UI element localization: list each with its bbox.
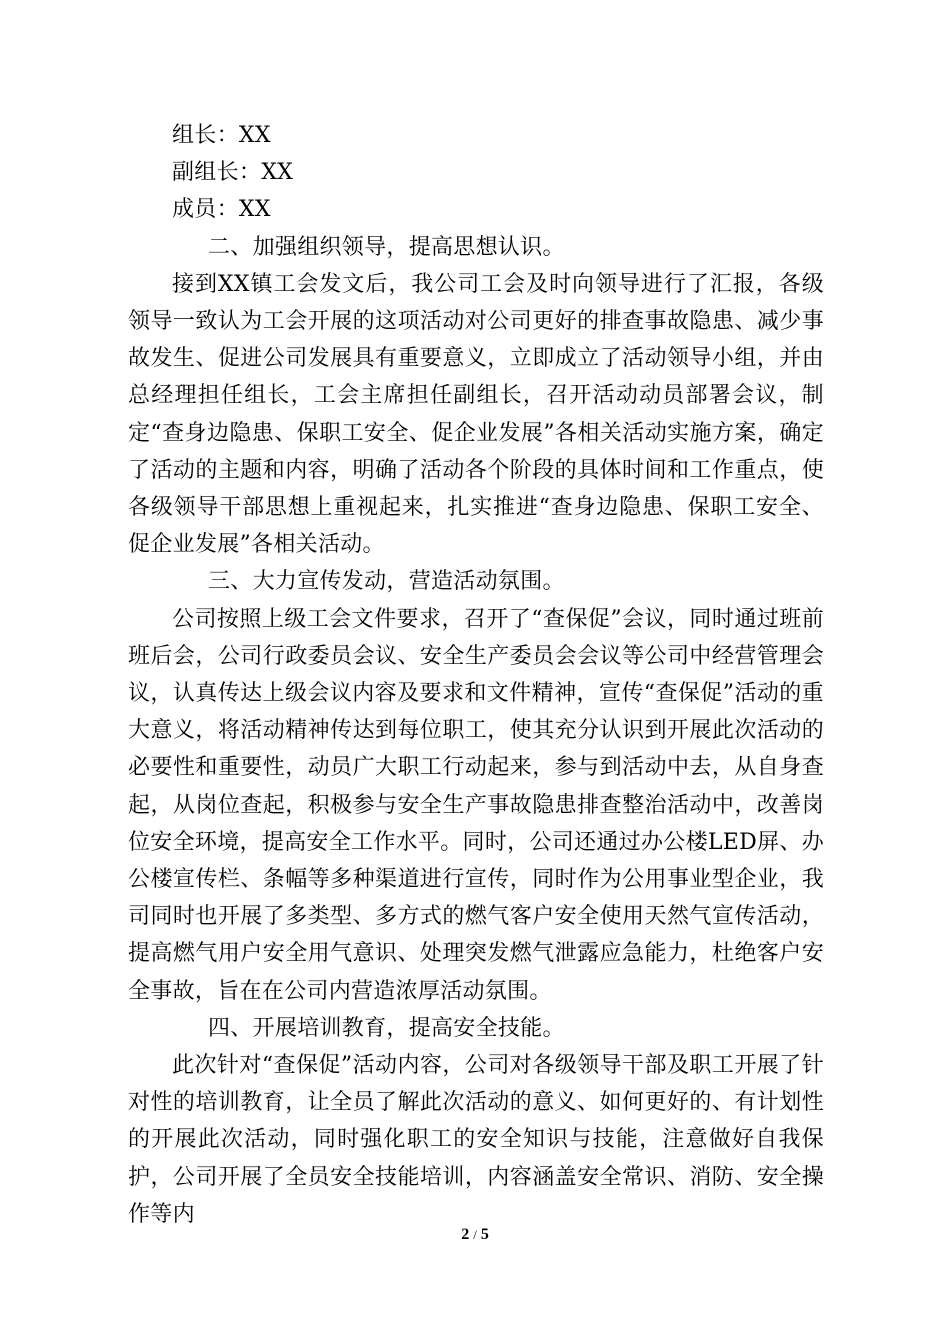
section-paragraph-4: 此次针对“查保促”活动内容，公司对各级领导干部及职工开展了针对性的培训教育，让全员了解此次活动的意义、如何更好的、有计划性的开展此次活动，同时强化职工的安全知识与技能，注意做好自我保护，公司开展了全员安全技能培训，内容涵盖安全常识、消防、安全操作等内 bbox=[128, 1053, 824, 1227]
section-title: 开展培训教育，提高安全技能。 bbox=[252, 1015, 565, 1041]
section-title: 大力宣传发动，营造活动氛围。 bbox=[252, 569, 565, 595]
page-number-separator: / bbox=[473, 1227, 477, 1242]
document-body bbox=[128, 117, 824, 1233]
section-heading-3 bbox=[128, 563, 824, 600]
section-paragraph-3: 公司按照上级工会文件要求，召开了“查保促”会议，同时通过班前班后会，公司行政委员会议、安全生产委员会会议等公司中经营管理会议，认真传达上级会议内容及要求和文件精神，宣传“查保促”活动的重大意义，将活动精神传达到每位职工，使其充分认识到开展此次活动的必要性和重要性，动员广大职工行动起来，参与到活动中去，从自身查起，从岗位查起，积极参与安全生产事故隐患排查整治活动中，改善岗位安全环境，提高安全工作水平。同时，公司还通过办公楼LED屏、办公楼宣传栏、条幅等多种渠道进行宣传，同时作为公用事业型企业，我司同时也开展了多类型、多方式的燃气客户安全使用天然气宣传活动，提高燃气用户安全用气意识、处理突发燃气泄露应急能力，杜绝客户安全事故，旨在在公司内营造浓厚活动氛围。 bbox=[128, 606, 824, 1004]
section-heading-4 bbox=[128, 1010, 824, 1047]
section-number: 三、 bbox=[208, 569, 253, 595]
section-paragraph-2: 接到XX镇工会发文后，我公司工会及时向领导进行了汇报，各级领导一致认为工会开展的这项活动对公司更好的排查事故隐患、减少事故发生、促进公司发展具有重要意义，立即成立了活动领导小组，并由总经理担任组长，工会主席担任副组长，召开活动动员部署会议，制定“查身边隐患、保职工安全、促企业发展”各相关活动实施方案，确定了活动的主题和内容，明确了活动各个阶段的具体时间和工作重点，使各级领导干部思想上重视起来，扎实推进“查身边隐患、保职工安全、促企业发展”各相关活动。 bbox=[128, 271, 824, 558]
page-number-total: 5 bbox=[480, 1226, 489, 1243]
section-number: 二、 bbox=[208, 234, 253, 260]
section-title: 加强组织领导，提高思想认识。 bbox=[252, 234, 565, 260]
page-number-current: 2 bbox=[461, 1226, 470, 1243]
section-number: 四、 bbox=[208, 1015, 253, 1041]
deputy-leader-line: 副组长：XX bbox=[172, 160, 294, 186]
page-number bbox=[0, 1226, 950, 1244]
leader-line: 组长：XX bbox=[172, 123, 271, 148]
section-heading-2 bbox=[128, 229, 824, 266]
members-line: 成员：XX bbox=[172, 197, 271, 223]
